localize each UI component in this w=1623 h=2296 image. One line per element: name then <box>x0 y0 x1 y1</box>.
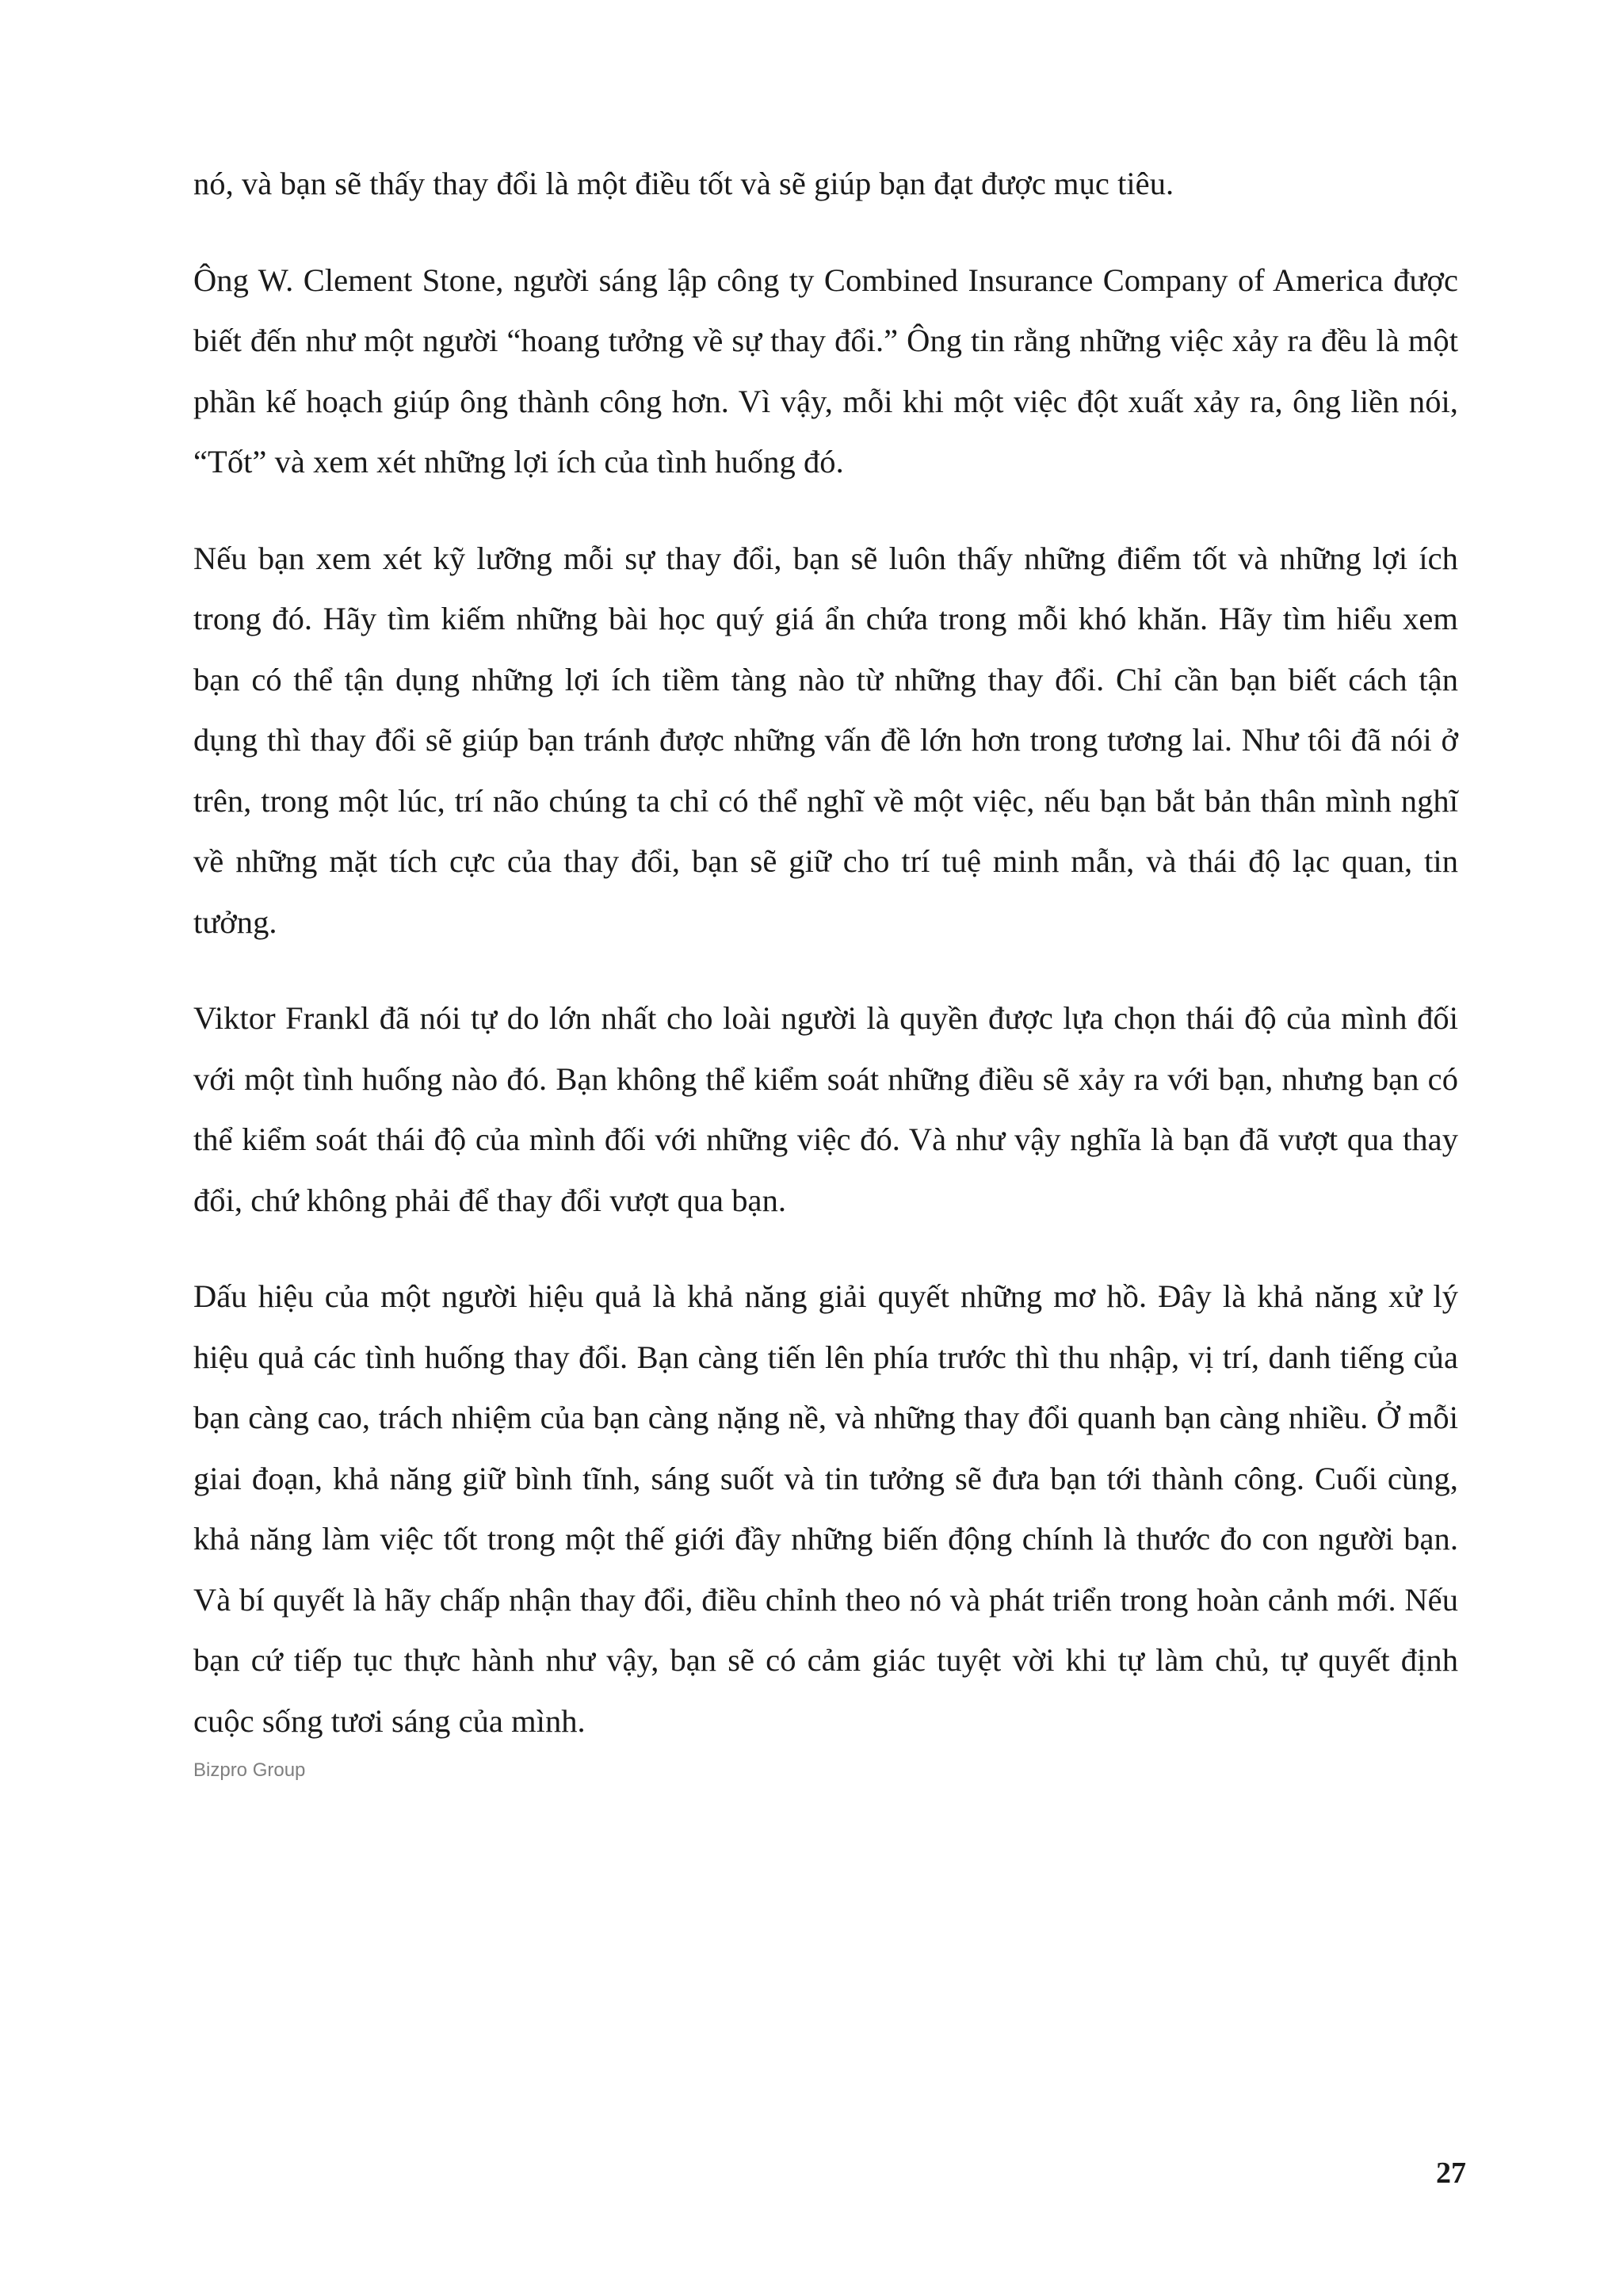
source-credit: Bizpro Group <box>193 1759 306 1781</box>
page-number: 27 <box>1436 2157 1466 2190</box>
paragraph-3: Nếu bạn xem xét kỹ lưỡng mỗi sự thay đổi, bạn sẽ luôn thấy những điểm tốt và những lợi ích trong đó. Hãy tìm kiếm những bài học quý giá ẩn chứa trong mỗi khó khăn. Hãy tìm hiểu xem bạn có thể tận dụng những lợi ích tiềm tàng nào từ những thay đổi. Chỉ cần bạn biết cách tận dụng thì thay đổi sẽ giúp bạn tránh được những vấn đề lớn hơn trong tương lai. Như tôi đã nói ở trên, trong một lúc, trí não chúng ta chỉ có thể nghĩ về một việc, nếu bạn bắt bản thân mình nghĩ về những mặt tích cực của thay đổi, bạn sẽ giữ cho trí tuệ minh mẫn, và thái độ lạc quan, tin tưởng. <box>193 540 1458 940</box>
paragraph-2: Ông W. Clement Stone, người sáng lập công ty Combined Insurance Company of America được biết đến như một người “hoang tưởng về sự thay đổi.” Ông tin rằng những việc xảy ra đều là một phần kế hoạch giúp ông thành công hơn. Vì vậy, mỗi khi một việc đột xuất xảy ra, ông liền nói, “Tốt” và xem xét những lợi ích của tình huống đó. <box>193 262 1458 479</box>
paragraph-5: Dấu hiệu của một người hiệu quả là khả năng giải quyết những mơ hồ. Đây là khả năng xử lý hiệu quả các tình huống thay đổi. Bạn càng tiến lên phía trước thì thu nhập, vị trí, danh tiếng của bạn càng cao, trách nhiệm của bạn càng nặng nề, và những thay đổi quanh bạn càng nhiều. Ở mỗi giai đoạn, khả năng giữ bình tĩnh, sáng suốt và tin tưởng sẽ đưa bạn tới thành công. Cuối cùng, khả năng làm việc tốt trong một thế giới đầy những biến động chính là thước đo con người bạn. Và bí quyết là hãy chấp nhận thay đổi, điều chỉnh theo nó và phát triển trong hoàn cảnh mới. Nếu bạn cứ tiếp tục thực hành như vậy, bạn sẽ có cảm giác tuyệt vời khi tự làm chủ, tự quyết định cuộc sống tươi sáng của mình. <box>193 1278 1458 1739</box>
paragraph-4: Viktor Frankl đã nói tự do lớn nhất cho loài người là quyền được lựa chọn thái độ của mình đối với một tình huống nào đó. Bạn không thể kiểm soát những điều sẽ xảy ra với bạn, nhưng bạn có thể kiểm soát thái độ của mình đối với những việc đó. Và như vậy nghĩa là bạn đã vượt qua thay đổi, chứ không phải để thay đổi vượt qua bạn. <box>193 1000 1458 1218</box>
paragraph-1: nó, và bạn sẽ thấy thay đổi là một điều tốt và sẽ giúp bạn đạt được mục tiêu. <box>193 166 1174 201</box>
body-text <box>193 154 1458 1783</box>
